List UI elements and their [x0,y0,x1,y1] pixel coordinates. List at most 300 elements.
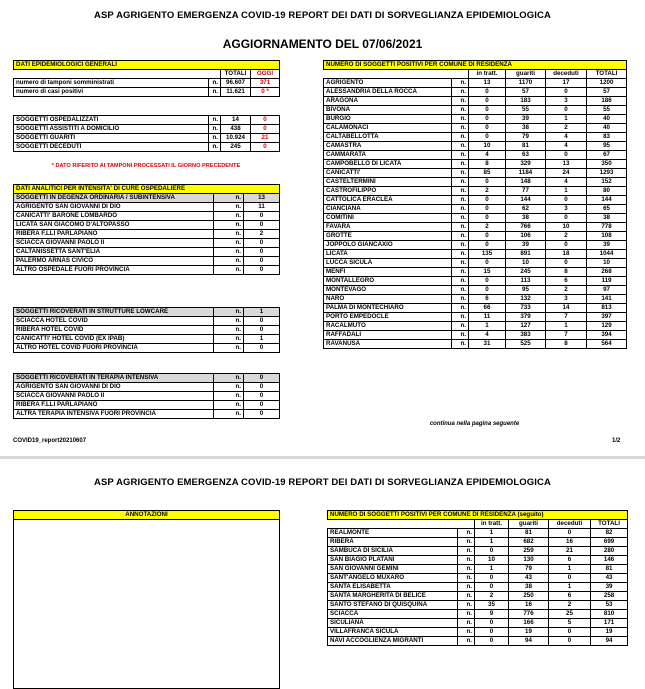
table-row [14,230,280,239]
recovered-value: 79 [506,133,546,142]
total-value: 810 [591,610,628,619]
row-unit: n. [214,401,244,410]
table-row [328,547,628,556]
table-row [324,169,627,178]
row-unit: n. [458,601,475,610]
recovered-value: 148 [506,178,546,187]
municipality-name: NAVI ACCOGLIENZA MIGRANTI [328,637,458,646]
row-unit: n. [452,205,469,214]
municipality-name: CAMASTRA [324,142,452,151]
recovered-value: 77 [506,187,546,196]
col-oggi: OGGI [251,70,280,79]
total-value: 778 [587,223,627,232]
total-value: 280 [591,547,628,556]
row-total: 0 [244,326,280,335]
total-value: 95 [587,142,627,151]
col-totali-mun: TOTALI [587,70,627,79]
in-treatment-value: 0 [469,232,506,241]
in-treatment-value: 0 [469,124,506,133]
row-unit: n. [452,241,469,250]
row-unit: n. [214,221,244,230]
in-treatment-value: 1 [469,322,506,331]
row-label: numero di casi positivi [14,88,209,97]
lowcare-label: SOGGETTI RICOVERATI IN STRUTTURE LOWCARE [14,308,214,317]
table-row [324,151,627,160]
deceased-value: 16 [549,538,591,547]
total-value: 38 [587,214,627,223]
municipality-name: BURGIO [324,115,452,124]
recovered-value: 43 [509,574,549,583]
in-treatment-value: 85 [469,169,506,178]
table-row [324,331,627,340]
total-value: 129 [587,322,627,331]
municipality-name: CALTABELLOTTA [324,133,452,142]
row-today: 0 [251,143,280,152]
row-total: 0 [244,221,280,230]
municipal-continued-table [327,510,628,646]
deceased-value: 6 [546,277,587,286]
recovered-value: 166 [509,619,549,628]
row-total: 2 [244,230,280,239]
in-treatment-value: 2 [469,223,506,232]
recovered-value: 183 [506,97,546,106]
total-value: 397 [587,313,627,322]
table-row [324,241,627,250]
in-treatment-value: 6 [469,295,506,304]
municipality-name: CALAMONACI [324,124,452,133]
row-unit: n. [452,259,469,268]
recovered-value: 130 [509,556,549,565]
row-label: SOGGETTI OSPEDALIZZATI [14,116,209,125]
row-label: RIBERA F.LLI PARLAPIANO [14,401,214,410]
table-row [324,295,627,304]
in-treatment-value: 35 [475,601,509,610]
in-treatment-value: 0 [475,637,509,646]
general-note: * DATO RIFERITO AI TAMPONI PROCESSATI IL GIORNO PRECEDENTE [51,163,241,169]
total-value: 40 [587,124,627,133]
municipality-name: COMITINI [324,214,452,223]
table-row [324,196,627,205]
in-treatment-value: 0 [475,619,509,628]
municipality-name: SANTA MARGHERITA DI BELICE [328,592,458,601]
row-unit: n. [214,212,244,221]
deceased-value: 7 [546,331,587,340]
row-unit: n. [458,583,475,592]
deceased-value: 3 [546,295,587,304]
deceased-value: 0 [546,106,587,115]
row-unit: n. [214,239,244,248]
row-unit: n. [452,232,469,241]
recovered-value: 39 [506,115,546,124]
total-value: 1200 [587,79,627,88]
municipality-name: REALMONTE [328,529,458,538]
recovered-value: 132 [506,295,546,304]
row-today: 0 [251,116,280,125]
row-unit: n. [214,383,244,392]
total-value: 258 [591,592,628,601]
col-totali: TOTALI [221,70,251,79]
in-treatment-value: 1 [475,529,509,538]
total-value: 1293 [587,169,627,178]
total-value: 43 [591,574,628,583]
row-unit: n. [214,230,244,239]
deceased-value: 6 [549,592,591,601]
municipality-name: SANTA ELISABETTA [328,583,458,592]
deceased-value: 1 [549,583,591,592]
table-row [324,133,627,142]
report-header-title: ASP AGRIGENTO EMERGENZA COVID-19 REPORT DEI DATI DI SORVEGLIANZA EPIDEMIOLOGICA [94,10,551,21]
row-unit: n. [452,79,469,88]
row-label: CANICATTI' BARONE LOMBARDO [14,212,214,221]
row-unit: n. [452,115,469,124]
municipality-name: RAVANUSA [324,340,452,349]
row-unit: n. [452,286,469,295]
table-row [14,401,280,410]
in-treatment-value: 0 [469,106,506,115]
total-value: 80 [587,187,627,196]
total-value: 53 [591,601,628,610]
municipality-name: SCIACCA [328,610,458,619]
row-unit: n. [214,266,244,275]
table-row [328,583,628,592]
row-unit: n. [209,125,221,134]
row-unit: n. [209,116,221,125]
row-unit: n. [452,142,469,151]
municipality-name: SANT'ANGELO MUXARO [328,574,458,583]
in-treatment-value: 0 [469,115,506,124]
deceased-value: 10 [546,223,587,232]
row-total: 10.924 [221,134,251,143]
in-treatment-value: 10 [469,142,506,151]
total-value: 55 [587,106,627,115]
row-unit: n. [458,637,475,646]
row-unit: n. [214,392,244,401]
in-treatment-value: 135 [469,250,506,259]
deceased-value: 2 [546,232,587,241]
row-unit: n. [214,344,244,353]
row-unit: n. [214,326,244,335]
table-row [14,212,280,221]
in-treatment-value: 0 [469,178,506,187]
in-treatment-value: 31 [469,340,506,349]
table-row [14,221,280,230]
in-treatment-value: 9 [475,610,509,619]
table-row [324,142,627,151]
row-total: 96.607 [221,79,251,88]
in-treatment-value: 0 [469,196,506,205]
row-total: 438 [221,125,251,134]
recovered-value: 733 [506,304,546,313]
table-row [328,529,628,538]
row-label: SOGGETTI ASSISTITI A DOMICILIO [14,125,209,134]
row-total: 0 [244,248,280,257]
deceased-value: 1 [546,322,587,331]
total-value: 1044 [587,250,627,259]
municipality-name: BIVONA [324,106,452,115]
deceased-value: 14 [546,304,587,313]
total-value: 40 [587,115,627,124]
table-row [14,335,280,344]
in-treatment-value: 4 [469,331,506,340]
in-treatment-value: 0 [469,259,506,268]
row-label: CALTANISSETTA SANT'ELIA [14,248,214,257]
table-row [14,203,280,212]
municipality-name: JOPPOLO GIANCAXIO [324,241,452,250]
municipality-name: MONTEVAGO [324,286,452,295]
table-row [324,205,627,214]
row-unit: n. [452,88,469,97]
row-unit: n. [458,556,475,565]
recovered-value: 94 [509,637,549,646]
row-today: 21 [251,134,280,143]
row-unit: n. [452,295,469,304]
row-unit: n. [452,169,469,178]
in-treatment-value: 0 [475,583,509,592]
in-treatment-value: 1 [475,538,509,547]
intensive-total: 0 [244,374,280,383]
table-row [328,619,628,628]
table-row [328,601,628,610]
recovered-value: 383 [506,331,546,340]
row-unit: n. [452,151,469,160]
row-total: 11.621 [221,88,251,97]
table-row [328,538,628,547]
recovered-value: 55 [506,106,546,115]
row-unit: n. [458,538,475,547]
row-unit: n. [458,619,475,628]
total-value: 141 [587,295,627,304]
row-unit: n. [214,410,244,419]
recovered-value: 63 [506,151,546,160]
recovered-value: 38 [506,124,546,133]
recovered-value: 19 [509,628,549,637]
table-row [324,97,627,106]
recovered-value: 144 [506,196,546,205]
table-row [324,115,627,124]
row-unit: n. [458,565,475,574]
row-unit: n. [452,277,469,286]
total-value: 108 [587,232,627,241]
row-unit: n. [452,331,469,340]
recovered-value: 329 [506,160,546,169]
deceased-value: 2 [549,601,591,610]
recovered-value: 113 [506,277,546,286]
recovered-value: 1170 [506,79,546,88]
municipality-name: FAVARA [324,223,452,232]
total-value: 19 [591,628,628,637]
row-unit: n. [458,529,475,538]
deceased-value: 0 [549,628,591,637]
table-row [324,232,627,241]
row-label: numero di tamponi somministrati [14,79,209,88]
row-total: 0 [244,410,280,419]
intensive-label: SOGGETTI RICOVERATI IN TERAPIA INTENSIVA [14,374,214,383]
deceased-value: 21 [549,547,591,556]
recovered-value: 127 [506,322,546,331]
row-total: 0 [244,383,280,392]
in-treatment-value: 13 [469,79,506,88]
row-label: AGRIGENTO SAN GIOVANNI DI DIO [14,203,214,212]
general-data-table [13,60,280,97]
table-row [324,250,627,259]
recovered-value: 250 [509,592,549,601]
row-label: SCIACCA GIOVANNI PAOLO II [14,239,214,248]
deceased-value: 0 [546,241,587,250]
deceased-value: 13 [546,160,587,169]
table-row [328,637,628,646]
row-unit: n. [452,223,469,232]
deceased-value: 24 [546,169,587,178]
row-total: 1 [244,335,280,344]
total-value: 39 [587,241,627,250]
total-value: 81 [591,565,628,574]
intensive-table [13,373,280,419]
deceased-value: 4 [546,142,587,151]
in-treatment-value: 15 [469,268,506,277]
in-treatment-value: 66 [469,304,506,313]
municipality-name: LUCCA SICULA [324,259,452,268]
municipality-name: RIBERA [328,538,458,547]
in-treatment-value: 2 [469,187,506,196]
p2-col-in-tratt: in tratt. [475,520,509,529]
recovered-value: 525 [506,340,546,349]
total-value: 186 [587,97,627,106]
row-label: SOGGETTI DECEDUTI [14,143,209,152]
table-row [324,304,627,313]
row-unit: n. [209,143,221,152]
table-row [324,313,627,322]
table-row [14,248,280,257]
table-row [324,178,627,187]
row-label: PALERMO ARNAS CIVICO [14,257,214,266]
table-row [14,344,280,353]
row-today: 371 [251,79,280,88]
row-unit: n. [452,160,469,169]
table-row [328,610,628,619]
row-label: CANICATTI' HOTEL COVID (EX IPAB) [14,335,214,344]
total-value: 39 [591,583,628,592]
in-treatment-value: 0 [469,286,506,295]
in-treatment-value: 0 [469,133,506,142]
total-value: 813 [587,304,627,313]
municipality-name: VILLAFRANCA SICULA [328,628,458,637]
in-treatment-value: 10 [475,556,509,565]
in-treatment-value: 0 [475,574,509,583]
deceased-value: 1 [546,187,587,196]
table-row [328,628,628,637]
total-value: 94 [591,637,628,646]
ordinary-label: SOGGETTI IN DEGENZA ORDINARIA / SUBINTENSIVA [14,194,214,203]
total-value: 83 [587,133,627,142]
recovered-value: 259 [509,547,549,556]
deceased-value: 0 [546,259,587,268]
deceased-value: 0 [549,529,591,538]
intensive-unit: n. [214,374,244,383]
deceased-value: 8 [546,268,587,277]
municipality-name: CAMMARATA [324,151,452,160]
row-unit: n. [452,187,469,196]
recovered-value: 106 [506,232,546,241]
municipality-name: MONTALLEGRO [324,277,452,286]
municipality-name: ARAGONA [324,97,452,106]
deceased-value: 18 [546,250,587,259]
recovered-value: 62 [506,205,546,214]
recovered-value: 81 [509,529,549,538]
row-unit: n. [214,248,244,257]
row-total: 0 [244,344,280,353]
municipality-name: CATTOLICA ERACLEA [324,196,452,205]
row-unit: n. [209,79,221,88]
municipality-name: RACALMUTO [324,322,452,331]
deceased-value: 2 [546,124,587,133]
table-row [14,79,280,88]
row-unit: n. [452,178,469,187]
recovered-value: 10 [506,259,546,268]
table-row [14,88,280,97]
municipal-continued-title: NUMERO DI SOGGETTI POSITIVI PER COMUNE DI RESIDENZA (seguito) [328,511,628,520]
notes-box [13,510,280,689]
deceased-value: 4 [546,178,587,187]
deceased-value: 5 [549,619,591,628]
in-treatment-value: 8 [469,160,506,169]
row-unit: n. [452,106,469,115]
municipality-name: LICATA [324,250,452,259]
in-treatment-value: 1 [475,565,509,574]
total-value: 350 [587,160,627,169]
row-unit: n. [214,317,244,326]
in-treatment-value: 11 [469,313,506,322]
col-guariti: guariti [506,70,546,79]
row-unit: n. [452,124,469,133]
total-value: 171 [591,619,628,628]
row-unit: n. [214,335,244,344]
notes-title: ANNOTAZIONI [14,511,280,520]
row-unit: n. [452,268,469,277]
municipality-name: SAN GIOVANNI GEMINI [328,565,458,574]
row-today: 0 [251,125,280,134]
municipality-name: CIANCIANA [324,205,452,214]
table-row [14,257,280,266]
deceased-value: 0 [546,151,587,160]
total-value: 10 [587,259,627,268]
total-value: 97 [587,286,627,295]
deceased-value: 8 [546,340,587,349]
table-row [14,116,280,125]
deceased-value: 17 [546,79,587,88]
lowcare-total: 1 [244,308,280,317]
deceased-value: 1 [549,565,591,574]
total-value: 146 [591,556,628,565]
row-unit: n. [209,134,221,143]
general-status-table [13,115,280,152]
in-treatment-value: 0 [469,214,506,223]
in-treatment-value: 0 [469,88,506,97]
table-row [324,187,627,196]
table-row [328,592,628,601]
ordinary-unit: n. [214,194,244,203]
table-row [324,88,627,97]
recovered-value: 39 [506,241,546,250]
row-unit: n. [458,628,475,637]
continue-note: continua nella pagina seguente [429,421,520,427]
table-row [14,239,280,248]
deceased-value: 3 [546,205,587,214]
deceased-value: 3 [546,97,587,106]
table-row [14,266,280,275]
total-value: 67 [587,151,627,160]
table-row [324,79,627,88]
municipality-name: GROTTE [324,232,452,241]
